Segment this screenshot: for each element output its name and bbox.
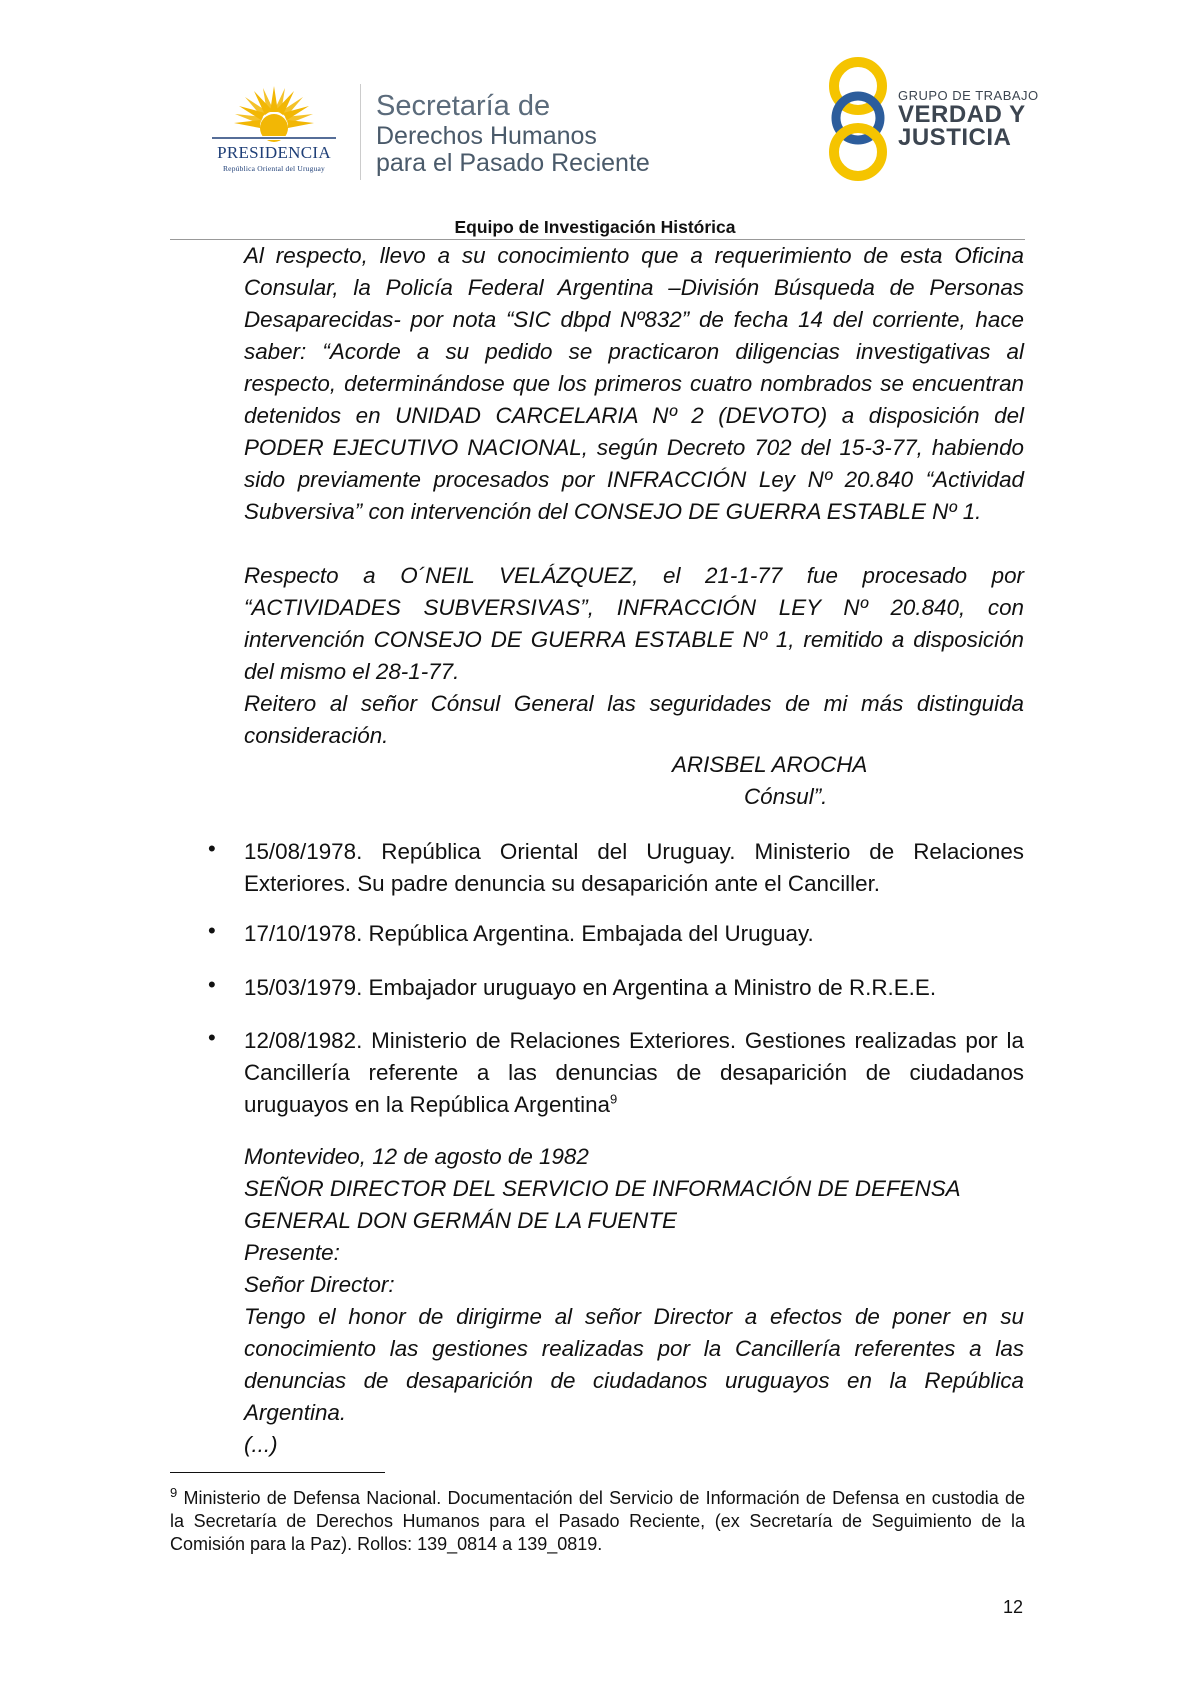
bullet-item-4 [244,1025,1024,1121]
quote2-body: Tengo el honor de dirigirme al señor Director a efectos de poner en su conocimiento las gestiones realizadas por la Cancillería referentes a las denuncias de desaparición de ciudadanos uruguayos en la República Argentina. [244,1304,1024,1425]
quote1-paragraph2: Respecto a O´NEIL VELÁZQUEZ, el 21-1-77 fue procesado por “ACTIVIDADES SUBVERSIVAS”, INFRACCIÓN LEY Nº 20.840, con intervención CONSEJO DE GUERRA ESTABLE Nº 1, remitido a disposición del mismo el 28-1-77. [244,563,1024,684]
quote2-ellipsis: (...) [244,1432,278,1457]
gtvj-label-line2: VERDAD Y [898,101,1026,128]
footnote-number: 9 [170,1485,178,1500]
gtvj-label-line3: JUSTICIA [898,124,1012,151]
secretaria-title-line3: para el Pasado Reciente [376,149,650,177]
footnote-ref[interactable]: 9 [609,1091,618,1107]
bullet-item-1: 15/08/1978. República Oriental del Uruguay. Ministerio de Relaciones Exteriores. Su padre denuncia su desaparición ante el Canciller. [244,839,1024,896]
secretaria-title-line2: Derechos Humanos [376,122,597,150]
footnote [170,1487,1025,1556]
page-number: 12 [1003,1597,1024,1617]
bullet-dot: • [208,972,216,997]
bullet-dot: • [208,1025,216,1050]
equipo-heading: Equipo de Investigación Histórica [454,217,736,237]
bullet-item-3: 15/03/1979. Embajador uruguayo en Argentina a Ministro de R.R.E.E. [244,975,937,1000]
quote2-addressee: SEÑOR DIRECTOR DEL SERVICIO DE INFORMACIÓN DE DEFENSA GENERAL DON GERMÁN DE LA FUENTE [244,1176,960,1233]
verdad-justicia-rings-logo [822,54,902,182]
secretaria-title-line1: Secretaría de [376,90,551,122]
bullet-item-4-text: 12/08/1982. Ministerio de Relaciones Exteriores. Gestiones realizadas por la Cancillería referente a las denuncias de desaparición de ciudadanos uruguayos en la República Argentina [244,1028,1024,1117]
header-divider [360,84,361,180]
gtvj-label-line1: GRUPO DE TRABAJO [898,88,1039,103]
quote2-salutation: Señor Director: [244,1272,395,1297]
signature-title: Cónsul”. [744,784,828,809]
presidencia-sublabel: República Oriental del Uruguay [222,164,325,173]
quote1-paragraph1: Al respecto, llevo a su conocimiento que a requerimiento de esta Oficina Consular, la Policía Federal Argentina –División Búsqueda de Personas Desaparecidas- por nota “SIC dbpd Nº832” de fecha 14 del corriente, hace saber: “Acorde a su pedido se practicaron diligencias investigativas al respecto, determinándose que los primeros cuatro nombrados se encuentran detenidos en UNIDAD CARCELARIA Nº 2 (DEVOTO) a disposición del PODER EJECUTIVO NACIONAL, según Decreto 702 del 15-3-77, habiendo sido previamente procesados por INFRACCIÓN Ley Nº 20.840 “Actividad Subversiva” con intervención del CONSEJO DE GUERRA ESTABLE Nº 1. [244,243,1024,524]
footnote-text: Ministerio de Defensa Nacional. Documentación del Servicio de Información de Defensa en custodia de la Secretaría de Derechos Humanos para el Pasado Reciente, (ex Secretaría de Seguimiento de la Comisión para la Paz). Rollos: 139_0814 a 139_0819. [170,1488,1025,1554]
presidencia-label: PRESIDENCIA [217,143,331,162]
quote2-date-line: Montevideo, 12 de agosto de 1982 [244,1144,589,1169]
signature-name: ARISBEL AROCHA [672,752,868,777]
bullet-dot: • [208,918,216,943]
bullet-dot: • [208,836,216,861]
quote2-presente: Presente: [244,1240,340,1265]
bullet-item-2: 17/10/1978. República Argentina. Embajada del Uruguay. [244,921,814,946]
footnote-rule [170,1472,385,1473]
quote1-paragraph3: Reitero al señor Cónsul General las seguridades de mi más distinguida consideración. [244,691,1024,748]
